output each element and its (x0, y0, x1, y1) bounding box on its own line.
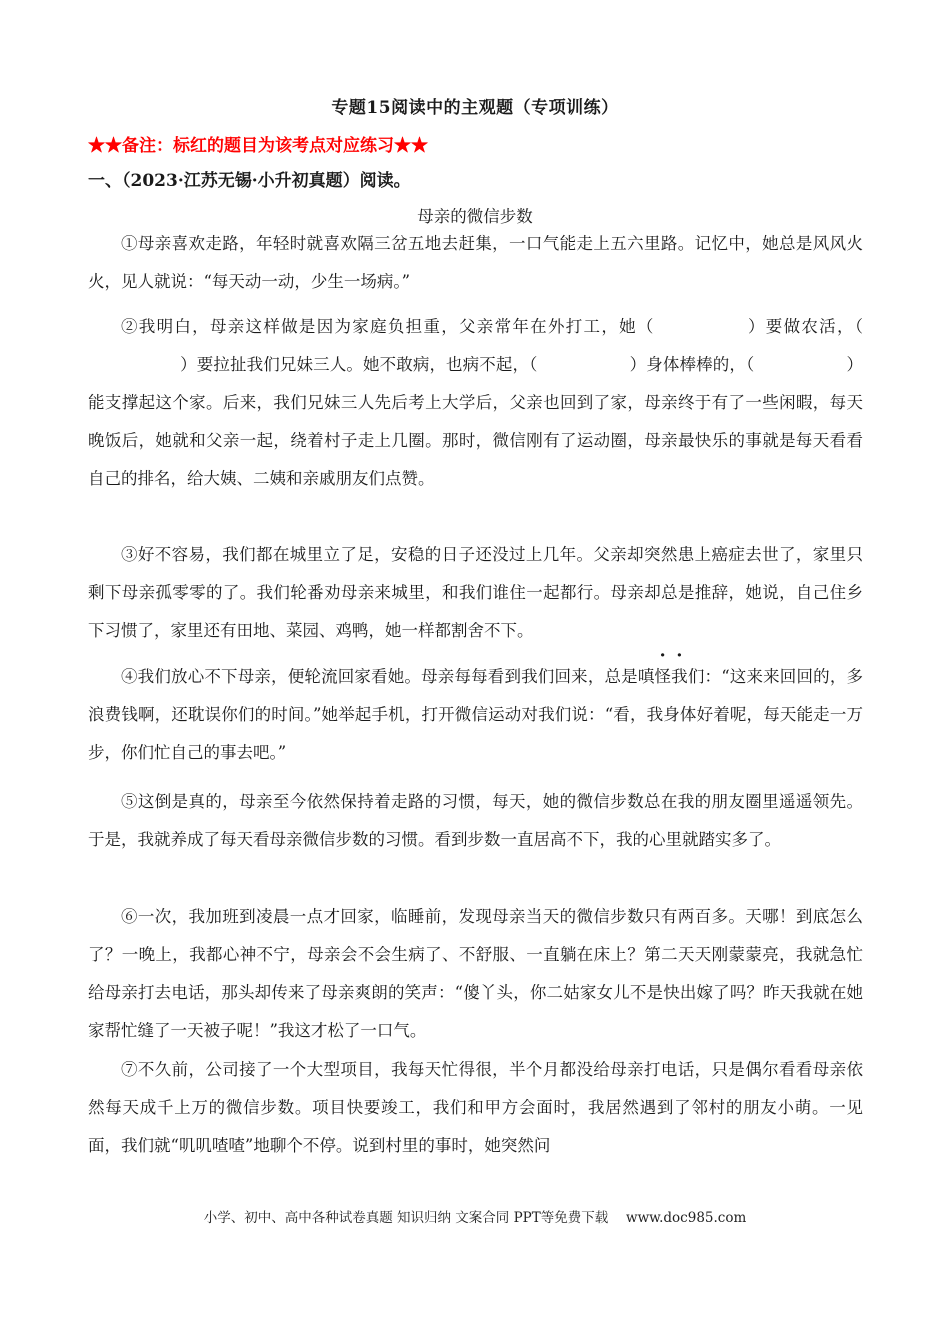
emphasized-char-2: 怪 (654, 667, 672, 686)
paragraph-2 (88, 308, 863, 498)
paragraph-5: ⑤这倒是真的，母亲至今依然保持着走路的习惯，每天，她的微信步数总在我的朋友圈里遥遥领先。于是，我就养成了每天看母亲微信步数的习惯。看到步数一直居高不下，我的心里就踏实多了。 (88, 792, 863, 849)
paragraph-2-part-4: ）身体棒棒的，（ (629, 355, 755, 374)
paragraph-2-part-1: ②我明白，母亲这样做是因为家庭负担重，父亲常年在外打工，她（ (121, 317, 655, 336)
paragraph-3: ③好不容易，我们都在城里立了足，安稳的日子还没过上几年。父亲却突然患上癌症去世了，家里只剩下母亲孤零零的了。我们轮番劝母亲来城里，和我们谁住一起都行。母亲却总是推辞，她说，自己住乡下习惯了，家里还有田地、菜园、鸡鸭，她一样都割舍不下。 (88, 545, 863, 640)
paragraph-4-part-2: 我们：“这来来回回的，多浪费钱啊，还耽误你们的时间。”她举起手机，打开微信运动对我们说：“看，我身体好着呢，每天能走一万步，你们忙自己的事去吧。” (88, 667, 863, 762)
passage-title: 母亲的微信步数 (417, 207, 533, 226)
page-title: 专题15阅读中的主观题（专项训练） (331, 98, 619, 118)
paragraph-4 (88, 658, 863, 772)
paragraph-2-part-2: ）要做农活，（ (746, 317, 864, 336)
paragraph-2-part-5: ）能支撑起这个家。后来，我们兄妹三人先后考上大学后，父亲也回到了家，母亲终于有了一些闲暇，每天晚饭后，她就和父亲一起，绕着村子走上几圈。那时，微信刚有了运动圈，母亲最快乐的事就是每天看看自己的排名，给大姨、二姨和亲戚朋友们点赞。 (88, 355, 864, 488)
section-heading: 一、（2023·江苏无锡·小升初真题）阅读。 (88, 171, 411, 191)
paragraph-4-part-1: ④我们放心不下母亲，便轮流回家看她。母亲每每看到我们回来，总是 (121, 667, 638, 686)
paragraph-1: ①母亲喜欢走路，年轻时就喜欢隔三岔五地去赶集，一口气能走上五六里路。记忆中，她总是风风火火，见人就说：“每天动一动，少生一场病。” (88, 234, 863, 291)
red-note: ★★备注：标红的题目为该考点对应练习★★ (88, 136, 428, 156)
emphasized-char-1: 嗔 (637, 667, 655, 686)
paragraph-7: ⑦不久前，公司接了一个大型项目，我每天忙得很，半个月都没给母亲打电话，只是偶尔看看母亲依然每天成千上万的微信步数。项目快要竣工，我们和甲方会面时，我居然遇到了邻村的朋友小萌。一见面，我们就“叽叽喳喳”地聊个不停。说到村里的事时，她突然问 (88, 1060, 863, 1155)
paragraph-6: ⑥一次，我加班到凌晨一点才回家，临睡前，发现母亲当天的微信步数只有两百多。天哪！到底怎么了？一晚上，我都心神不宁，母亲会不会生病了、不舒服、一直躺在床上？第二天天刚蒙蒙亮，我就急忙给母亲打去电话，那头却传来了母亲爽朗的笑声：“傻丫头，你二姑家女儿不是快出嫁了吗？昨天我就在她家帮忙缝了一天被子呢！”我这才松了一口气。 (88, 907, 863, 1040)
paragraph-2-part-3: ）要拉扯我们兄妹三人。她不敢病，也病不起，（ (180, 355, 538, 374)
footer-text: 小学、初中、高中各种试卷真题 知识归纳 文案合同 PPT等免费下载 www.doc985.com (203, 1210, 747, 1226)
